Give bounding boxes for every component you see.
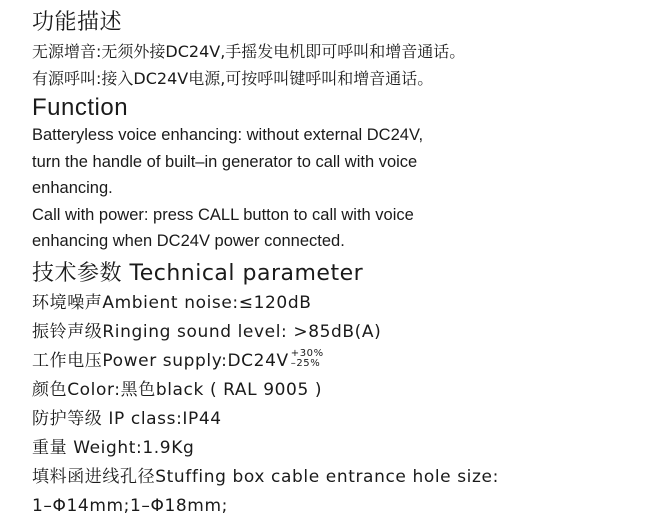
function-heading-cn: 功能描述 [32,10,123,35]
function-cn-line-1: 无源增音:无须外接DC24V,手摇发电机即可呼叫和增音通话。 [32,42,466,61]
param-ringing-sound-level: 振铃声级Ringing sound level: >85dB(A) [32,321,382,342]
function-en-line-3: enhancing. [32,179,113,197]
param-ip-class: 防护等级 IP class:IP44 [32,408,222,429]
function-en-line-5: enhancing when DC24V power connected. [32,232,345,250]
technical-parameter-heading: 技术参数 Technical parameter [32,260,364,286]
function-en-line-1: Batteryless voice enhancing: without external DC24V, [32,126,424,144]
function-cn-line-2: 有源呼叫:接入DC24V电源,可按呼叫键呼叫和增音通话。 [32,69,434,88]
function-en-line-2: turn the handle of built–in generator to call with voice [32,152,418,171]
param-color: 颜色Color:黑色black ( RAL 9005 ) [32,379,323,400]
function-heading-en: Function [32,94,129,121]
power-supply-tolerance [291,349,324,369]
function-en-line-4: Call with power: press CALL button to call with voice [32,205,414,224]
tolerance-plus: +30% [290,347,324,359]
param-ambient-noise: 环境噪声Ambient noise:≤120dB [32,292,312,313]
param-power-supply [32,347,652,376]
tolerance-minus: –25% [290,357,321,369]
document-body [32,8,652,521]
param-weight: 重量 Weight:1.9Kg [32,437,195,458]
param-stuffing-box-label: 填料函进线孔径Stuffing box cable entrance hole size: [32,466,499,487]
param-stuffing-box-value: 1–Φ14mm;1–Φ18mm; [32,495,228,516]
power-supply-label: 工作电压Power supply:DC24V [32,350,289,371]
